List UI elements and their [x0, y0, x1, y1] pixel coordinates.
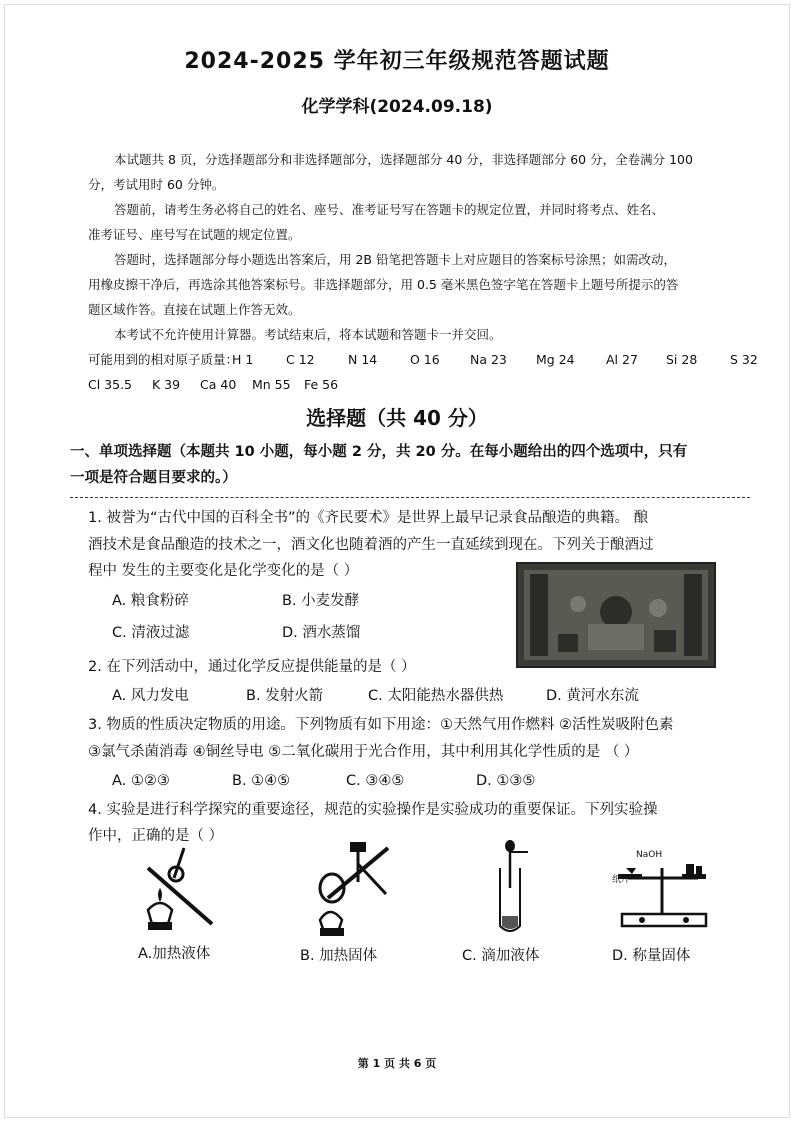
intro-p1-line2: 分，考试用时 60 分钟。: [88, 177, 225, 192]
q1-option-c: C. 清液过滤: [112, 625, 190, 641]
atomic-mass-label: 可能用到的相对原子质量：: [88, 352, 239, 367]
part-heading-line1: 一、单项选择题（本题共 10 小题，每小题 2 分，共 20 分。在每小题给出的四个选项中，只有: [70, 444, 688, 460]
intro-p2-line1: 答题前，请考生务必将自己的姓名、座号、准考证号写在答题卡的规定位置，并同时将考点、姓名、: [114, 202, 665, 217]
q1-option-a: A. 粮食粉碎: [112, 593, 189, 609]
atomic-mass-s: S 32: [730, 352, 758, 367]
q1-option-d: D. 酒水蒸馏: [282, 625, 361, 641]
q1-line1: 1. 被誉为“古代中国的百科全书”的《齐民要术》是世界上最早记录食品酿造的典籍。 酿: [88, 510, 649, 526]
exam-title: 2024-2025 学年初三年级规范答题试题: [184, 49, 610, 74]
label-naoh: NaOH: [636, 850, 663, 860]
q4-option-a: A.加热液体: [138, 946, 211, 962]
brewing-scene-icon: [518, 564, 714, 666]
atomic-mass-mg: Mg 24: [536, 352, 575, 367]
q2-option-a: A. 风力发电: [112, 688, 189, 704]
intro-p4: 本考试不允许使用计算器。考试结束后，将本试题和答题卡一并交回。: [114, 327, 502, 342]
page-number: 第 1 页 共 6 页: [357, 1057, 437, 1070]
atomic-mass-o: O 16: [410, 352, 440, 367]
label-paper: 纸片: [612, 875, 631, 885]
q3-line2: ③氯气杀菌消毒 ④铜丝导电 ⑤二氧化碳用于光合作用，其中利用其化学性质的是 （ ）: [88, 744, 639, 760]
brewing-illustration: [516, 562, 716, 668]
heating-solid-apparatus-icon: [298, 838, 398, 938]
intro-p3-line1: 答题时，选择题部分每小题选出答案后，用 2B 铅笔把答题卡上对应题目的答案标号涂黑；如需改动，: [114, 252, 676, 267]
q3-line1: 3. 物质的性质决定物质的用途。下列物质有如下用途：①天然气用作燃料 ②活性炭吸附色素: [88, 717, 674, 733]
intro-p3-line2: 用橡皮擦干净后，再选涂其他答案标号。非选择题部分，用 0.5 毫米黑色签字笔在答题卡上题号所提示的答: [88, 277, 679, 292]
atomic-mass-ca: Ca 40: [200, 377, 237, 392]
q3-option-c: C. ③④⑤: [346, 773, 405, 789]
section-title: 选择题（共 40 分）: [306, 406, 488, 430]
dropping-liquid-apparatus-icon: [488, 838, 548, 938]
balance-scale-apparatus-icon: [608, 838, 718, 938]
atomic-mass-k: K 39: [152, 377, 181, 392]
atomic-mass-h: H 1: [232, 352, 254, 367]
heating-liquid-apparatus-icon: [134, 838, 224, 938]
q3-option-d: D. ①③⑤: [476, 773, 536, 789]
q4-line1: 4. 实验是进行科学探究的重要途径，规范的实验操作是实验成功的重要保证。下列实验操: [88, 802, 658, 818]
exam-subtitle: 化学学科(2024.09.18): [301, 97, 493, 117]
q4-option-b: B. 加热固体: [300, 948, 378, 964]
atomic-mass-fe: Fe 56: [304, 377, 339, 392]
q3-option-a: A. ①②③: [112, 773, 170, 789]
dashed-divider: [70, 497, 750, 498]
q2-option-b: B. 发射火箭: [246, 688, 324, 704]
q4-option-d: D. 称量固体: [612, 948, 691, 964]
q1-line2: 酒技术是食品酿造的技术之一，酒文化也随着酒的产生一直延续到现在。下列关于酿酒过: [88, 537, 654, 553]
q2-option-d: D. 黄河水东流: [546, 688, 639, 704]
q1-option-b: B. 小麦发酵: [282, 593, 360, 609]
atomic-mass-na: Na 23: [470, 352, 507, 367]
q4-option-c: C. 滴加液体: [462, 948, 540, 964]
q1-line3: 程中 发生的主要变化是化学变化的是（ ）: [88, 563, 359, 579]
atomic-mass-si: Si 28: [666, 352, 698, 367]
atomic-mass-mn: Mn 55: [252, 377, 291, 392]
atomic-mass-al: Al 27: [606, 352, 638, 367]
atomic-mass-c: C 12: [286, 352, 315, 367]
intro-p3-line3: 题区域作答。直接在试题上作答无效。: [88, 302, 301, 317]
atomic-mass-cl: Cl 35.5: [88, 377, 133, 392]
part-heading-line2: 一项是符合题目要求的。）: [70, 470, 237, 486]
intro-p1-line1: 本试题共 8 页，分选择题部分和非选择题部分，选择题部分 40 分，非选择题部分 60 分，全卷满分 100: [114, 152, 693, 167]
q2-stem: 2. 在下列活动中，通过化学反应提供能量的是（ ）: [88, 659, 416, 675]
q4-line2: 作中，正确的是（ ）: [88, 828, 224, 844]
atomic-mass-n: N 14: [348, 352, 378, 367]
q3-option-b: B. ①④⑤: [232, 773, 291, 789]
q2-option-c: C. 太阳能热水器供热: [368, 688, 504, 704]
intro-p2-line2: 准考证号、座号写在试题的规定位置。: [88, 227, 301, 242]
